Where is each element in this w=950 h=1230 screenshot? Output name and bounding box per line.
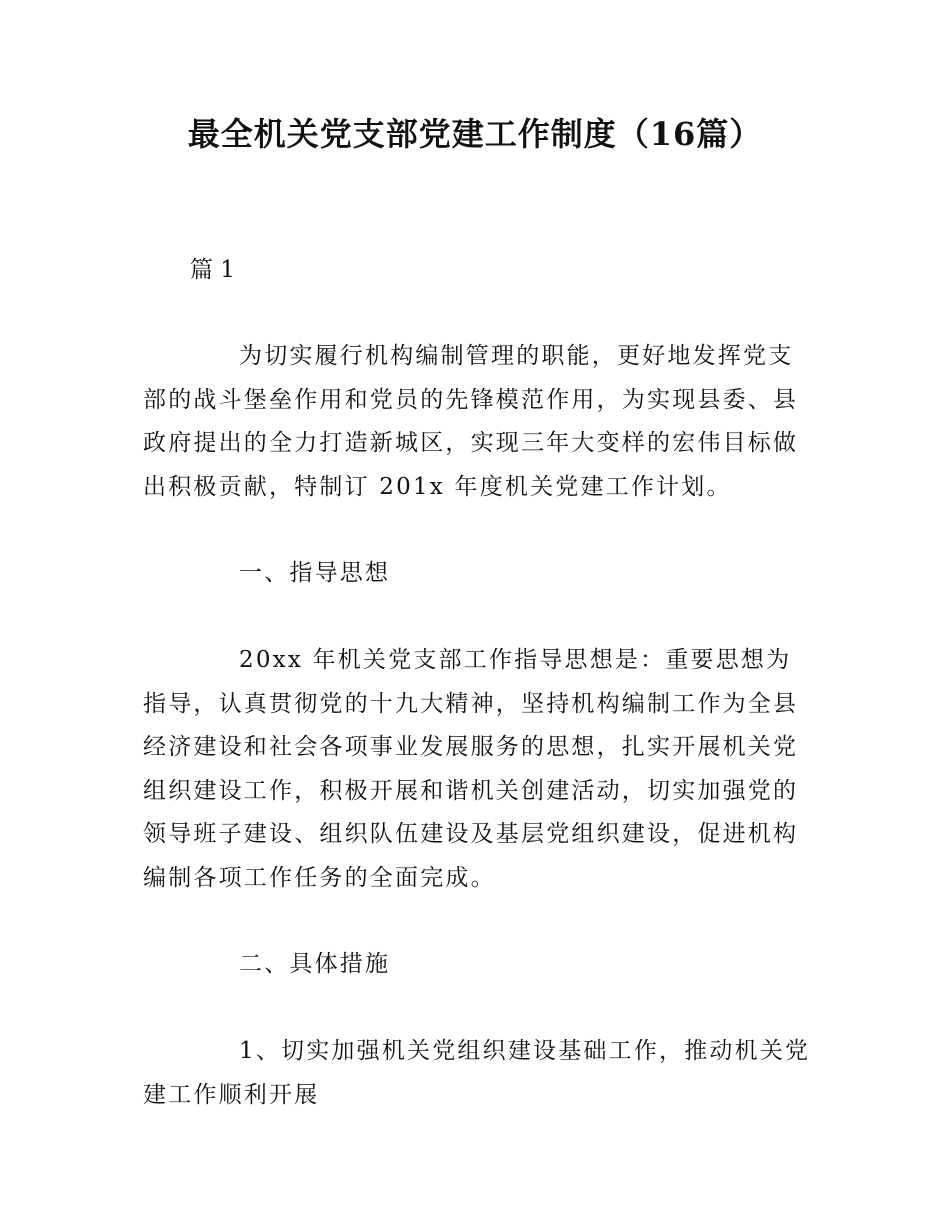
document-title: 最全机关党支部党建工作制度（16篇）	[187, 115, 763, 153]
intro-paragraph: 为切实履行机构编制管理的职能，更好地发挥党支部的战斗堡垒作用和党员的先锋模范作用，为实现县委、县政府提出的全力打造新城区，实现三年大变样的宏伟目标做出积极贡献，特制订 201x 年度机关党建工作计划。	[143, 343, 799, 500]
section-heading-guiding-thought: 一、指导思想	[239, 560, 391, 586]
chapter-label: 篇 1	[190, 257, 235, 283]
section-heading-measures: 二、具体措施	[239, 951, 391, 977]
guiding-thought-paragraph: 20xx 年机关党支部工作指导思想是：重要思想为指导，认真贯彻党的十九大精神，坚持机构编制工作为全县经济建设和社会各项事业发展服务的思想，扎实开展机关党组织建设工作，积极开展和谐机关创建活动，切实加强党的领导班子建设、组织队伍建设及基层党组织建设，促进机构编制各项工作任务的全面完成。	[143, 647, 799, 891]
measure-item-1: 1、切实加强机关党组织建设基础工作，推动机关党建工作顺利开展	[143, 1038, 811, 1108]
